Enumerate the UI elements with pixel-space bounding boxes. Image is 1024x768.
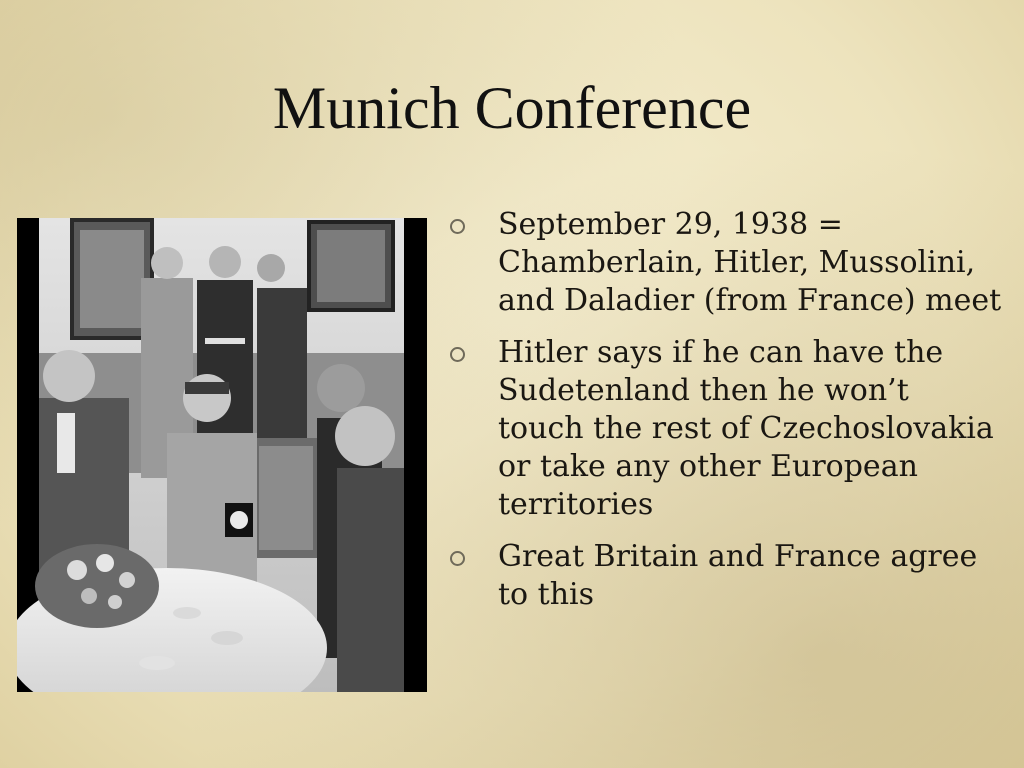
bullet-item	[446, 538, 1002, 614]
circle-bullet-icon	[450, 347, 465, 362]
bullet-item	[446, 206, 1002, 320]
circle-bullet-icon	[450, 551, 465, 566]
bullet-list	[446, 206, 1002, 628]
bullet-item	[446, 334, 1002, 524]
slide-title: Munich Conference	[272, 75, 752, 141]
bullet-text: September 29, 1938 = Chamberlain, Hitler, Mussolini, and Daladier (from France) meet	[498, 207, 1002, 318]
circle-bullet-icon	[450, 219, 465, 234]
bullet-text: Hitler says if he can have the Sudetenland then he won’t touch the rest of Czechoslovakia or take any other European territories	[498, 335, 994, 522]
bullet-text: Great Britain and France agree to this	[498, 539, 978, 612]
historical-photo	[17, 218, 427, 692]
photo-icon	[17, 218, 427, 692]
